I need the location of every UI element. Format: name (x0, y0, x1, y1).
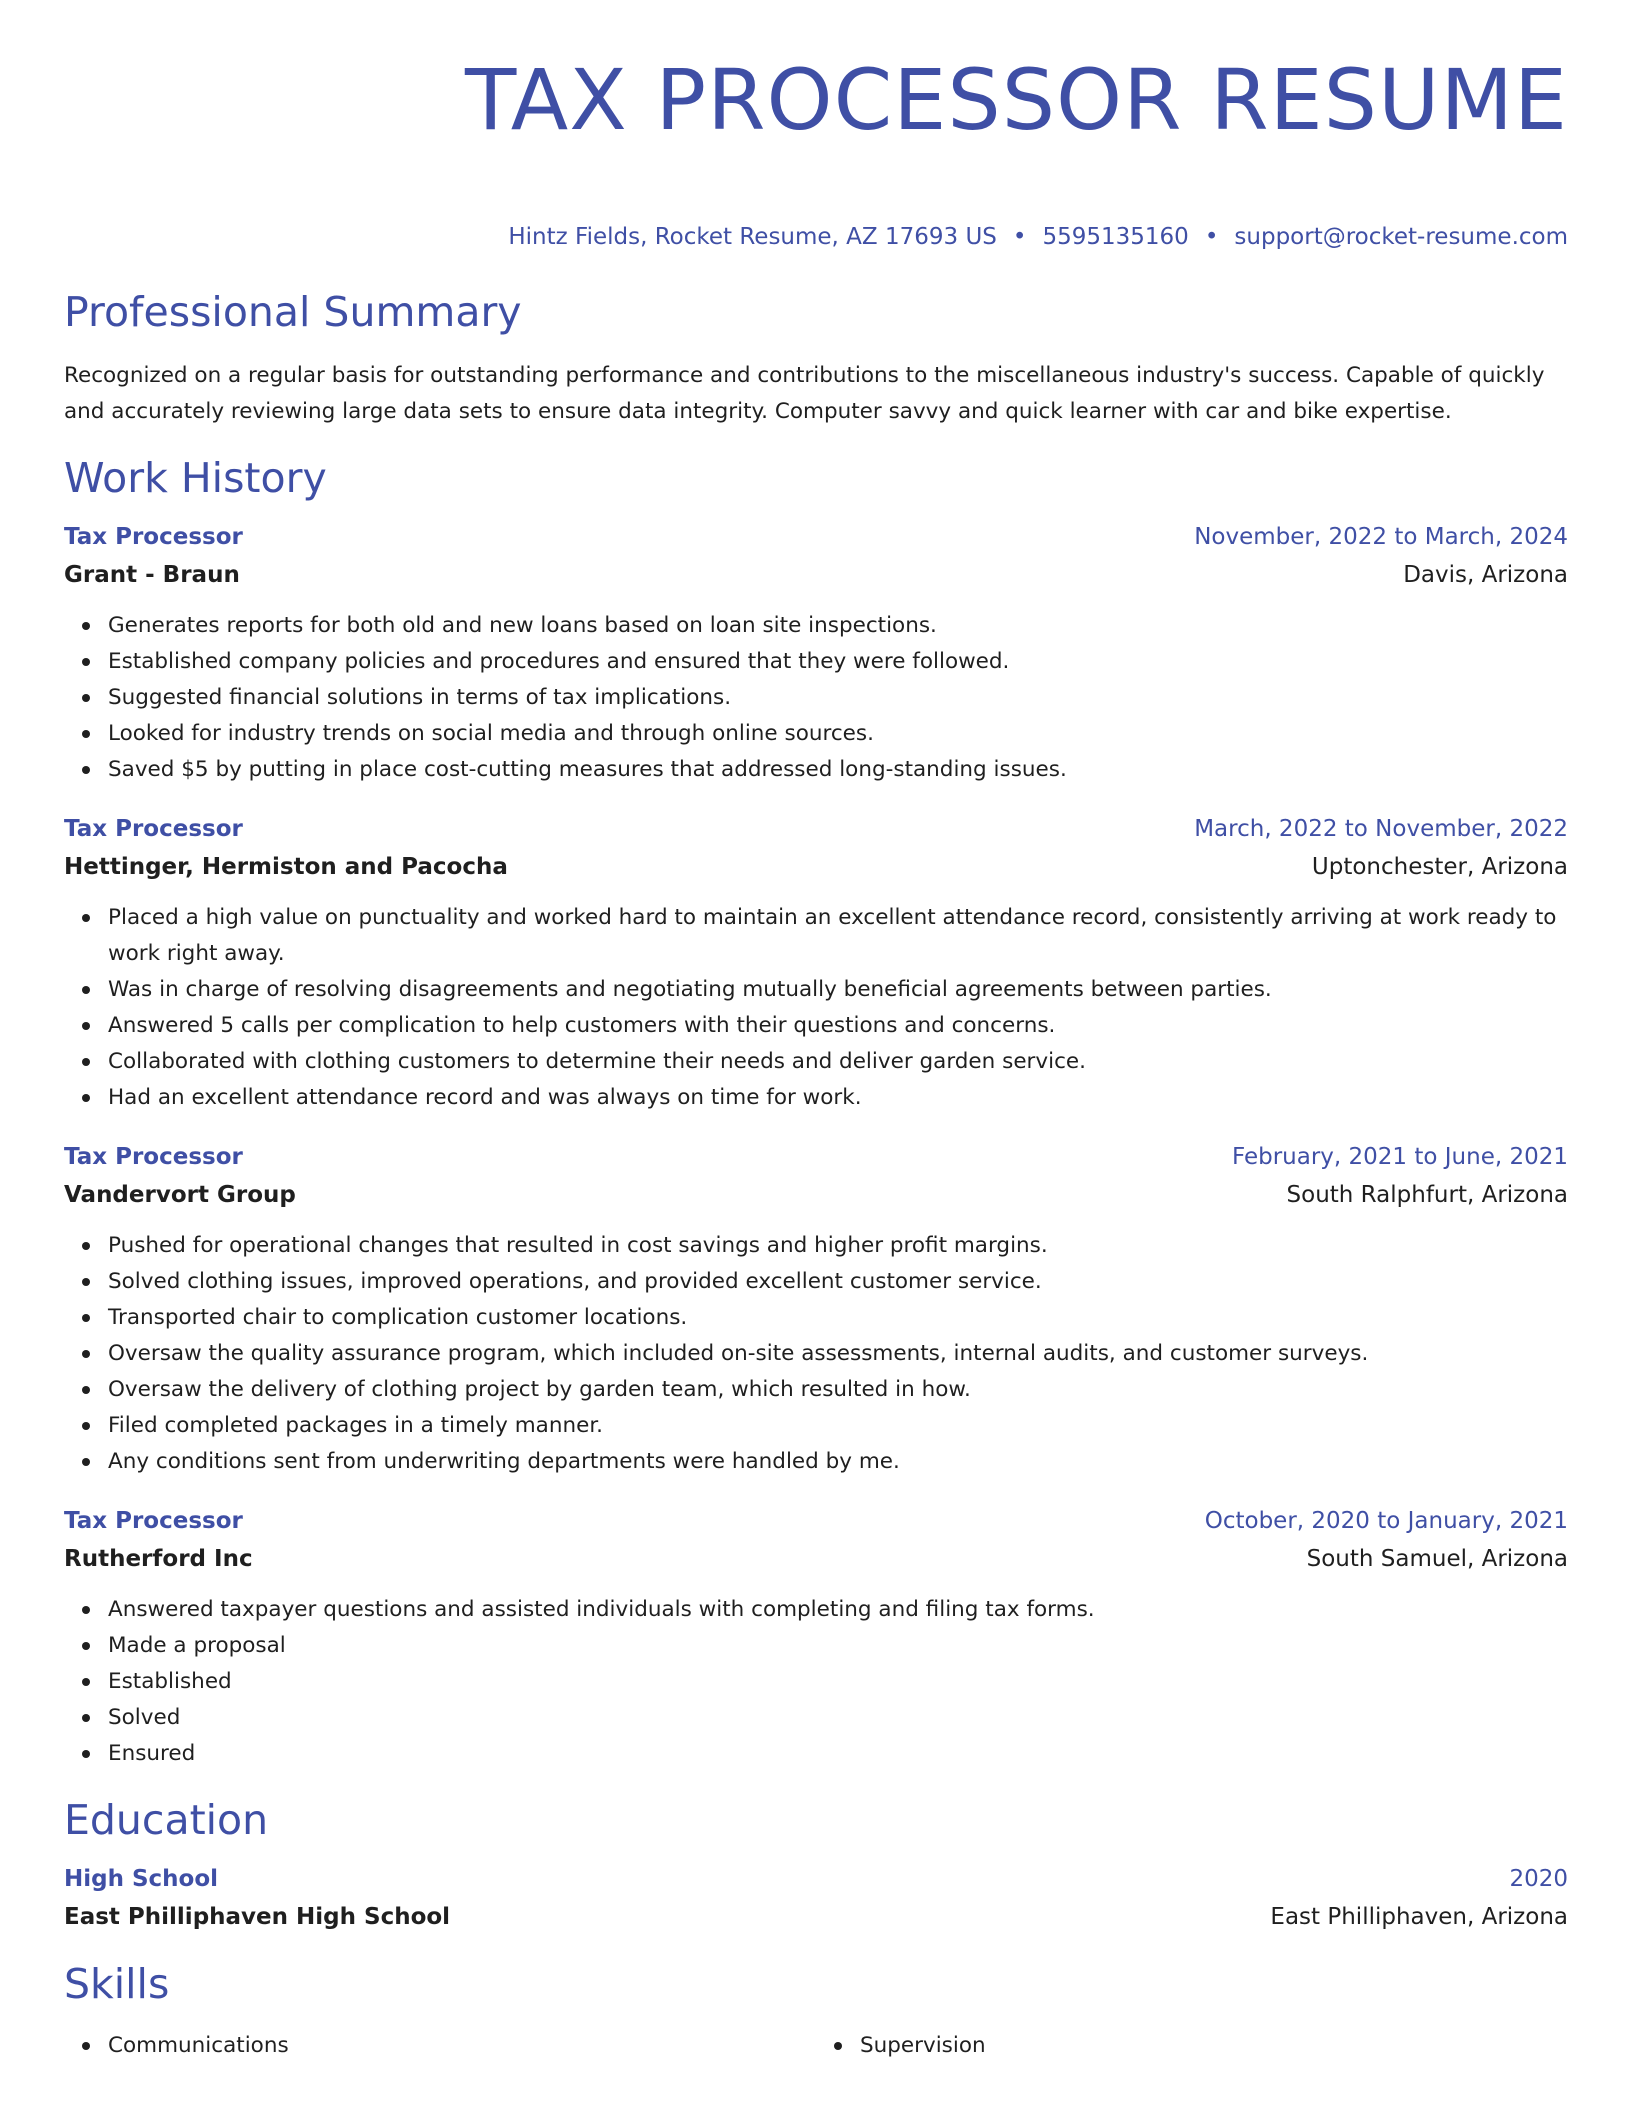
section-title-summary: Professional Summary (64, 288, 522, 336)
job-title: Tax Processor (64, 816, 243, 842)
company-name: Hettinger, Hermiston and Pacocha (64, 854, 508, 880)
job-title: Tax Processor (64, 1508, 243, 1534)
section-title-work: Work History (64, 454, 327, 502)
skills-grid (64, 2028, 1568, 2064)
phone: 5595135160 (1042, 224, 1189, 250)
school-name: East Philliphaven High School (64, 1904, 451, 1930)
job-location: South Ralphfurt, Arizona (1286, 1182, 1568, 1208)
section-title-skills: Skills (64, 1960, 170, 2008)
list-item: Established company policies and procedures and ensured that they were followed. (108, 644, 1568, 680)
separator: • (1012, 224, 1027, 250)
job-bullets (64, 1592, 1568, 1772)
job-entry (64, 518, 1568, 788)
degree: High School (64, 1866, 219, 1892)
list-item: Solved clothing issues, improved operations, and provided excellent customer service. (108, 1264, 1568, 1300)
job-title: Tax Processor (64, 1144, 243, 1170)
list-item: Ensured (108, 1736, 1568, 1772)
company-name: Grant - Braun (64, 562, 240, 588)
school-location: East Philliphaven, Arizona (1270, 1904, 1568, 1930)
job-location: Uptonchester, Arizona (1311, 854, 1568, 880)
summary-text: Recognized on a regular basis for outstanding performance and contributions to the miscellaneous industry's success. Capable of quickly and accurately reviewing large data sets to ensure data integrity. Computer savvy and quick learner with car and bike expertise. (64, 363, 1545, 424)
job-entry (64, 810, 1568, 1116)
list-item: Looked for industry trends on social media and through online sources. (108, 716, 1568, 752)
list-item: Established (108, 1664, 1568, 1700)
job-bullets (64, 900, 1568, 1116)
list-item: Generates reports for both old and new loans based on loan site inspections. (108, 608, 1568, 644)
job-dates: March, 2022 to November, 2022 (1194, 816, 1568, 842)
list-item: Pushed for operational changes that resulted in cost savings and higher profit margins. (108, 1228, 1568, 1264)
list-item: Made a proposal (108, 1628, 1568, 1664)
list-item: Suggested financial solutions in terms of tax implications. (108, 680, 1568, 716)
job-dates: February, 2021 to June, 2021 (1231, 1144, 1568, 1170)
list-item: Oversaw the delivery of clothing project by garden team, which resulted in how. (108, 1372, 1568, 1408)
job-location: Davis, Arizona (1403, 562, 1568, 588)
list-item: Filed completed packages in a timely manner. (108, 1408, 1568, 1444)
company-name: Vandervort Group (64, 1182, 296, 1208)
skills-section (64, 1958, 1568, 2064)
address: Hintz Fields, Rocket Resume, AZ 17693 US (508, 224, 997, 250)
job-bullets (64, 1228, 1568, 1480)
education-section (64, 1794, 1568, 1936)
email: support@rocket-resume.com (1234, 224, 1568, 250)
skills-list-right (816, 2028, 1568, 2064)
list-item: Saved $5 by putting in place cost-cutting measures that addressed long-standing issues. (108, 752, 1568, 788)
list-item: Answered 5 calls per complication to help customers with their questions and concerns. (108, 1008, 1568, 1044)
resume-title: TAX PROCESSOR RESUME (465, 51, 1568, 149)
resume-header (64, 0, 1568, 252)
job-dates: November, 2022 to March, 2024 (1194, 524, 1568, 550)
list-item: Collaborated with clothing customers to determine their needs and deliver garden service. (108, 1044, 1568, 1080)
list-item: Answered taxpayer questions and assisted individuals with completing and filing tax forms. (108, 1592, 1568, 1628)
job-location: South Samuel, Arizona (1306, 1546, 1568, 1572)
list-item: Oversaw the quality assurance program, which included on-site assessments, internal audits, and customer surveys. (108, 1336, 1568, 1372)
contact-line (64, 222, 1568, 252)
job-entry (64, 1502, 1568, 1772)
work-history-section (64, 452, 1568, 1772)
skill-item: Communications (108, 2028, 816, 2064)
company-name: Rutherford Inc (64, 1546, 253, 1572)
job-bullets (64, 608, 1568, 788)
section-title-education: Education (64, 1796, 269, 1844)
list-item: Solved (108, 1700, 1568, 1736)
separator: • (1204, 224, 1219, 250)
list-item: Any conditions sent from underwriting departments were handled by me. (108, 1444, 1568, 1480)
list-item: Transported chair to complication customer locations. (108, 1300, 1568, 1336)
job-dates: October, 2020 to January, 2021 (1204, 1508, 1568, 1534)
list-item: Had an excellent attendance record and was always on time for work. (108, 1080, 1568, 1116)
summary-section (64, 286, 1568, 430)
list-item: Placed a high value on punctuality and worked hard to maintain an excellent attendance record, consistently arriving at work ready to work right away. (108, 900, 1568, 972)
job-title: Tax Processor (64, 524, 243, 550)
graduation-year: 2020 (1509, 1866, 1568, 1892)
list-item: Was in charge of resolving disagreements and negotiating mutually beneficial agreements between parties. (108, 972, 1568, 1008)
skills-list-left (64, 2028, 816, 2064)
job-entry (64, 1138, 1568, 1480)
skill-item: Supervision (860, 2028, 1568, 2064)
